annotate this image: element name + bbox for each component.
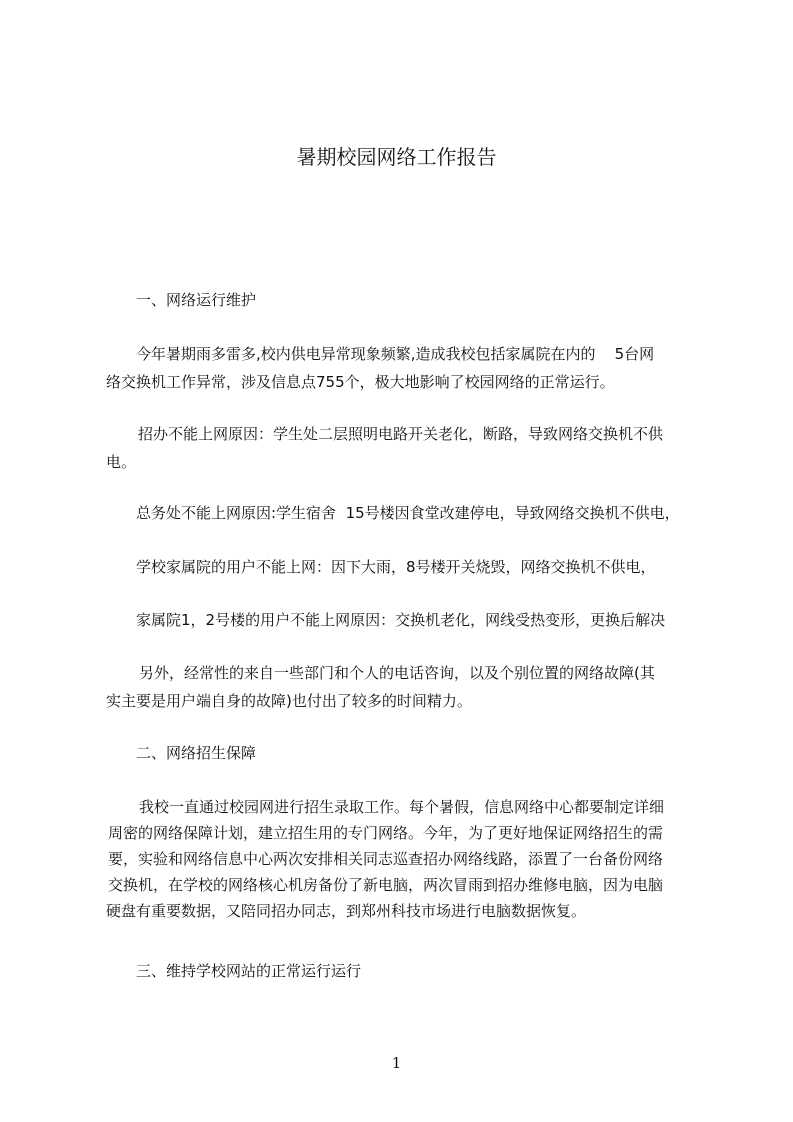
paragraph-line: 络交换机工作异常，涉及信息点755个，极大地影响了校园网络的正常运行。 (106, 373, 615, 391)
paragraph-line: 我校一直通过校园网进行招生录取工作。每个暑假，信息网络中心都要制定详细 (139, 798, 665, 816)
section-heading-text: 一、网络运行维护 (136, 291, 257, 309)
section-heading-text: 二、网络招生保障 (136, 744, 257, 762)
paragraph-line: 周密的网络保障计划，建立招生用的专门网络。今年，为了更好地保证网络招生的需 (108, 824, 664, 842)
paragraph-line: 招办不能上网原因：学生处二层照明电路开关老化，断路，导致网络交换机不供 (138, 425, 664, 443)
paragraph-line: 家属院1，2号楼的用户不能上网原因：交换机老化，网线受热变形，更换后解决 (136, 611, 666, 629)
paragraph-1 (106, 341, 706, 395)
section-heading-2 (136, 740, 736, 766)
paragraph-line: 硬盘有重要数据，又陪同招办同志，到郑州科技市场进行电脑数据恢复。 (106, 902, 587, 920)
paragraph-line: 交换机，在学校的网络核心机房备份了新电脑，两次冒雨到招办维修电脑，因为电脑 (108, 876, 664, 894)
paragraph-line: 实主要是用户端自身的故障)也付出了较多的时间精力。 (106, 692, 472, 710)
paragraph-3 (136, 500, 736, 526)
paragraph-line: 电。 (106, 453, 137, 471)
paragraph-6 (106, 660, 706, 714)
paragraph-line: 总务处不能上网原因:学生宿舍 15号楼因食堂改建停电，导致网络交换机不供电， (136, 504, 680, 522)
paragraph-7 (106, 794, 706, 924)
paragraph-4 (136, 554, 736, 580)
section-heading-text: 三、维持学校网站的正常运行运行 (136, 962, 362, 980)
page-number: 1 (391, 1054, 402, 1072)
section-heading-3 (136, 958, 736, 984)
paragraph-line: 今年暑期雨多雷多,校内供电异常现象频繁,造成我校包括家属院在内的 5台网 (136, 345, 655, 363)
document-title: 暑期校园网络工作报告 (296, 145, 497, 169)
paragraph-line: 学校家属院的用户不能上网：因下大雨，8号楼开关烧毁，网络交换机不供电， (136, 558, 656, 576)
paragraph-2 (106, 421, 706, 475)
paragraph-line: 另外，经常性的来自一些部门和个人的电话咨询，以及个别位置的网络故障(其 (139, 664, 655, 682)
paragraph-5 (136, 607, 736, 633)
section-heading-1 (136, 287, 736, 313)
paragraph-line: 要，实验和网络信息中心两次安排相关同志巡查招办网络线路，添置了一台备份网络 (108, 850, 664, 868)
